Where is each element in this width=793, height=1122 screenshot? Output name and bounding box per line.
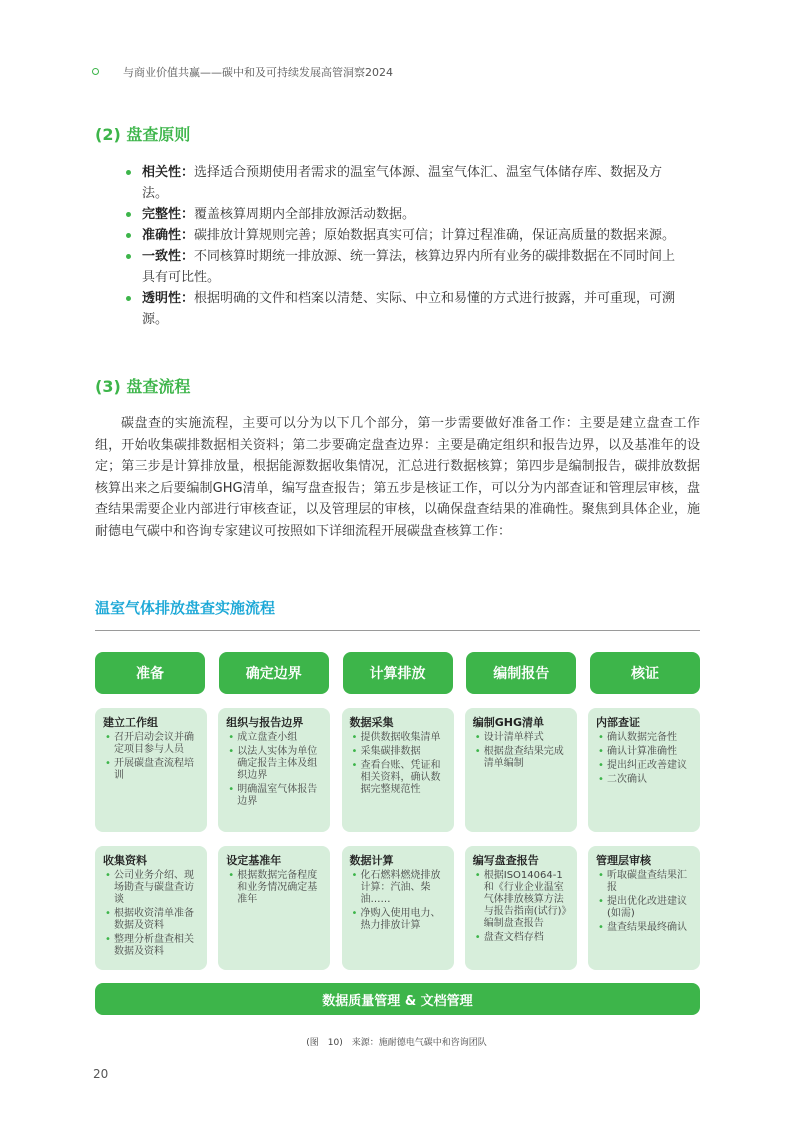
list-item [126,246,686,288]
step-card [465,708,577,832]
principle-term: 透明性： [142,291,195,306]
list-item [126,162,686,204]
list-item [126,204,686,225]
step-title: 设定基准年 [226,854,282,867]
step-item: • 提供数据收集清单 [350,732,447,744]
flow-row-1 [95,708,700,832]
step-card [342,708,454,832]
step-item: • 根据ISO14064-1和《行业企业温室气体排放核算方法与报告指南(试行)》编制盘查报告 [473,870,570,930]
principle-text: 覆盖核算周期内全部排放源活动数据。 [194,207,416,222]
step-item: • 化石燃料燃烧排放计算：汽油、柴油…… [350,870,447,906]
step-item: • 开展碳盘查流程培训 [103,758,200,782]
step-item: • 根据盘查结果完成清单编制 [473,746,570,770]
step-item: • 根据收资清单准备数据及资料 [103,908,200,932]
step-item: • 整理分析盘查相关数据及资料 [103,934,200,958]
step-card [342,846,454,970]
principle-text: 碳排放计算规则完善；原始数据真实可信；计算过程准确，保证高质量的数据来源。 [194,228,676,243]
step-title: 数据采集 [349,716,394,729]
principle-term: 相关性： [142,165,195,180]
step-card [588,846,700,970]
step-item: • 盘查结果最终确认 [596,922,693,934]
stage-header: 核证 [590,652,700,694]
step-item: • 听取碳盘查结果汇报 [596,870,693,894]
list-item [126,288,686,330]
stage-header: 确定边界 [219,652,329,694]
principle-text: 不同核算时期统一排放源、统一算法，核算边界内所有业务的碳排数据在不同时间上具有可比性。 [142,249,676,285]
step-title: 编制GHG清单 [472,716,545,729]
step-title: 管理层审核 [596,854,651,867]
step-item: • 以法人实体为单位确定报告主体及组织边界 [226,746,323,782]
step-item: • 根据数据完备程度和业务情况确定基准年 [226,870,323,906]
step-item: • 设计清单样式 [473,732,570,744]
principle-term: 完整性： [142,207,195,222]
flow-title: 温室气体排放盘查实施流程 [95,599,276,617]
step-card [95,846,207,970]
step-card [95,708,207,832]
step-title: 编写盘查报告 [472,854,539,867]
step-item: • 查看台账、凭证和相关资料，确认数据完整规范性 [350,760,447,796]
header-title: 与商业价值共赢——碳中和及可持续发展高管洞察2024 [123,66,393,79]
divider [95,630,700,631]
step-item: • 确认数据完备性 [596,732,693,744]
flow-row-2 [95,846,700,970]
page-number: 20 [93,1067,109,1081]
list-item [126,225,686,246]
section-title-process: (3) 盘查流程 [95,377,191,396]
step-item: • 召开启动会议并确定项目参与人员 [103,732,200,756]
step-item: • 公司业务介绍、现场勘查与碳盘查访谈 [103,870,200,906]
step-card [218,708,330,832]
step-item: • 确认计算准确性 [596,746,693,758]
principle-term: 一致性： [142,249,195,264]
step-item: • 提出纠正改善建议 [596,760,693,772]
step-item: • 采集碳排数据 [350,746,447,758]
step-item: • 盘查文档存档 [473,932,570,944]
step-item: • 净购入使用电力、热力排放计算 [350,908,447,932]
step-title: 建立工作组 [103,716,158,729]
step-card [465,846,577,970]
step-title: 内部查证 [596,716,640,729]
step-title: 收集资料 [103,854,147,867]
step-item: • 提出优化改进建议(如需) [596,896,693,920]
step-item: • 明确温室气体报告边界 [226,784,323,808]
process-paragraph: 碳盘查的实施流程，主要可以分为以下几个部分，第一步需要做好准备工作：主要是建立盘查工作组，开始收集碳排数据相关资料；第二步要确定盘查边界：主要是确定组织和报告边界，以及基准年的设定；第三步是计算排放量，根据能源数据收集情况，汇总进行数据核算；第四步是编制报告，碳排放数据核算出来之后要编制GHG清单，编写盘查报告；第五步是核证工作，可以分为内部查证和管理层审核，盘查结果需要企业内部进行审核查证，以及管理层的审核，以确保盘查结果的准确性。聚焦到具体企业，施耐德电气碳中和咨询专家建议可按照如下详细流程开展碳盘查核算工作： [95,416,700,539]
step-item: • 成立盘查小组 [226,732,323,744]
stage-headers [95,652,700,694]
stage-header: 准备 [95,652,205,694]
step-title: 数据计算 [349,854,394,867]
stage-header: 编制报告 [466,652,576,694]
principles-list [126,162,686,330]
step-title: 组织与报告边界 [226,716,304,729]
figure-caption: (图 10) 来源：施耐德电气碳中和咨询团队 [306,1038,487,1048]
section-title-principles: (2) 盘查原则 [95,125,191,144]
principle-term: 准确性： [142,228,195,243]
step-card [218,846,330,970]
data-management-bar: 数据质量管理 & 文档管理 [95,983,700,1015]
circle-icon [92,68,99,75]
stage-header: 计算排放 [343,652,453,694]
step-item: • 二次确认 [596,774,693,786]
principle-text: 根据明确的文件和档案以清楚、实际、中立和易懂的方式进行披露，并可重现，可溯源。 [142,291,676,327]
principle-text: 选择适合预期使用者需求的温室气体源、温室气体汇、温室气体储存库、数据及方法。 [142,165,663,201]
step-card [588,708,700,832]
